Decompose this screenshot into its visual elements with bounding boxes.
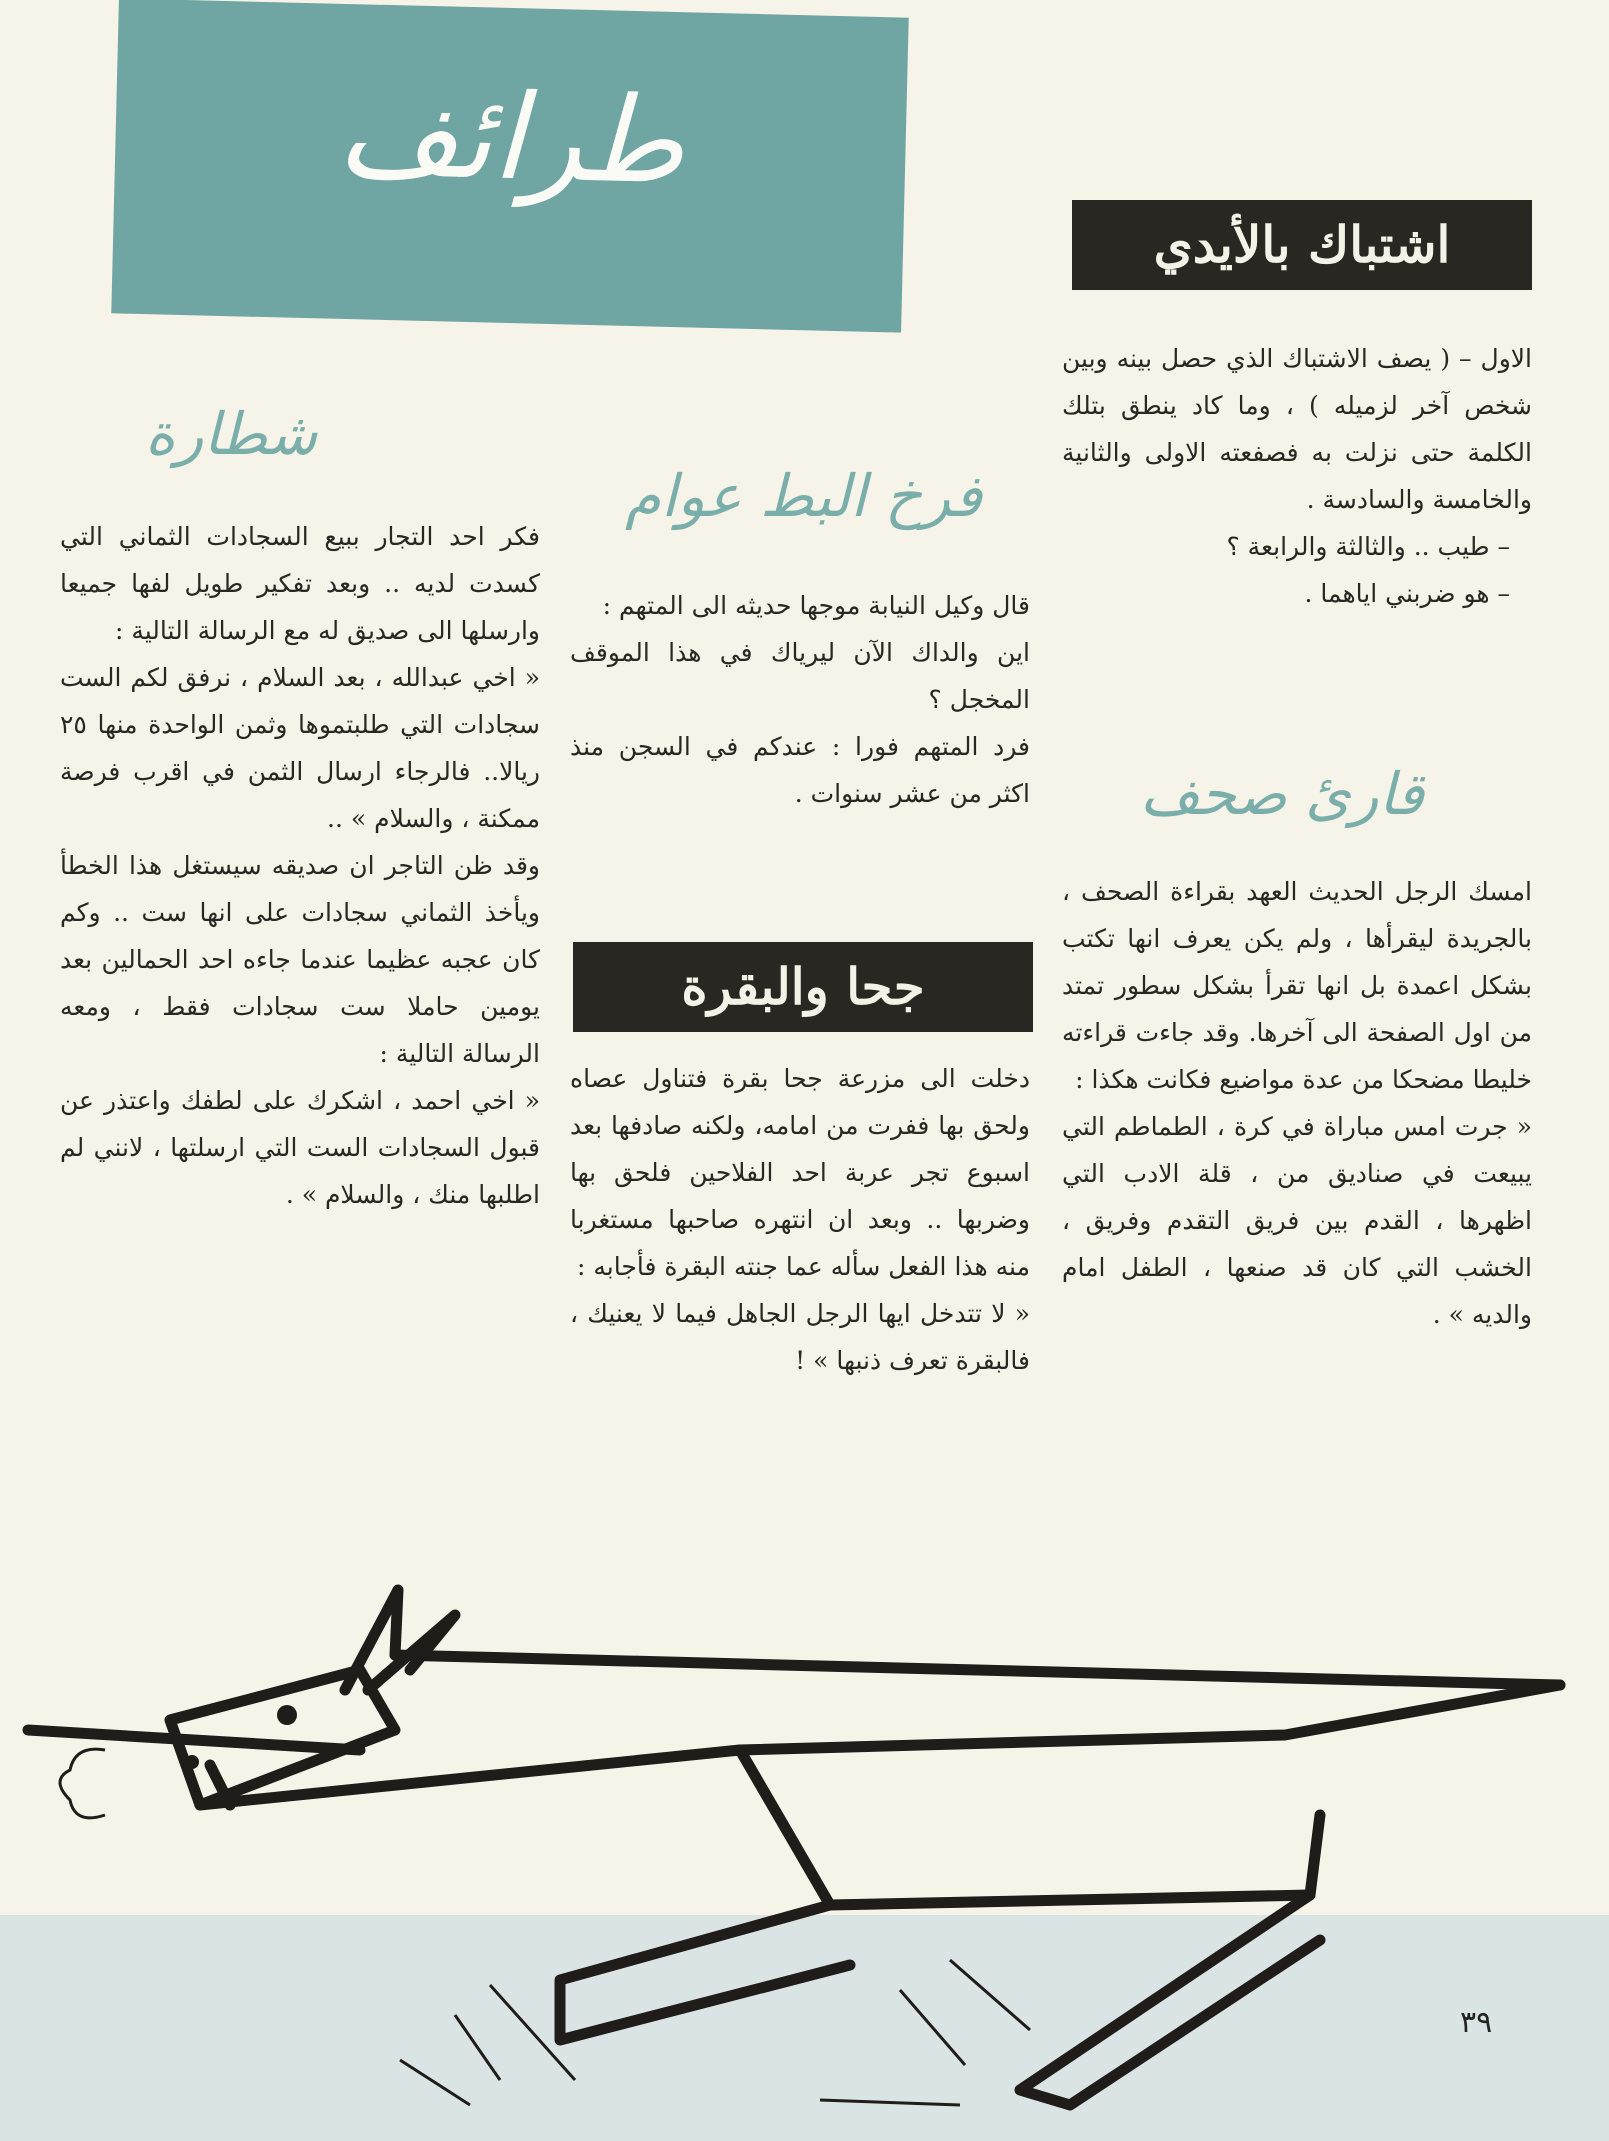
eye <box>277 1705 297 1725</box>
ishtibak-line: – طيب .. والثالثة والرابعة ؟ <box>1226 532 1510 561</box>
upper-line <box>740 1685 1560 1750</box>
section-title-ishtibak: اشتباك بالأيدي <box>1072 200 1532 290</box>
snout-curl <box>60 1749 105 1818</box>
section-title-juha: جحا والبقرة <box>573 942 1033 1032</box>
right-column <box>1062 200 1532 617</box>
shatara-section <box>60 513 540 1218</box>
farkh-section <box>570 582 1030 817</box>
section-title-farkh: فرخ البط عوام <box>625 462 982 530</box>
qari-section <box>1062 868 1532 1338</box>
section-title-qari: قارئ صحف <box>1140 760 1424 828</box>
shatara-paragraph: وقد ظن التاجر ان صديقه سيستغل هذا الخطأ ويأخذ الثماني سجادات على انها ست .. وكم كان عجبه عظيما عندما جاءه احد الحمالين بعد يومين حاملا ست سجادات فقط ، ومعه الرسالة التالية : <box>60 851 540 1068</box>
ishtibak-line: – هو ضربني اياهما . <box>1304 579 1510 608</box>
shatara-paragraph: فكر احد التجار ببيع السجادات الثماني التي كسدت لديه .. وبعد تفكير طويل لفها جميعا وارسلها الى صديق له مع الرسالة التالية : <box>60 522 540 645</box>
nostril <box>185 1755 199 1769</box>
back-line <box>395 1655 1560 1685</box>
front-leg <box>560 1905 850 2040</box>
tail-line <box>28 1730 360 1750</box>
hind-leg <box>1020 1895 1320 2105</box>
belly-line <box>200 1750 1320 1905</box>
qari-paragraph: « جرت امس مباراة في كرة ، الطماطم التي يبيعت في صناديق من ، قلة الادب التي اظهرها ، القدم بين فريق التقدم وفريق ، الخشب التي كان قد صنعها ، الطفل امام والديه » . <box>1062 1112 1532 1329</box>
masthead-panel <box>111 0 908 333</box>
section-title-shatara: شطارة <box>145 400 318 468</box>
qari-paragraph: امسك الرجل الحديث العهد بقراءة الصحف ، بالجريدة ليقرأها ، ولم يكن يعرف انها تكتب بشكل اعمدة بل انها تقرأ بشكل سطور تمتد من اول الصفحة الى آخرها. وقد جاءت قراءته خليطا مضحكا من عدة مواضيع فكانت هكذا : <box>1062 877 1532 1094</box>
juha-paragraph: « لا تتدخل ايها الرجل الجاهل فيما لا يعنيك ، فالبقرة تعرف ذنبها » ! <box>570 1299 1030 1375</box>
shatara-paragraph: « اخي احمد ، اشكرك على لطفك واعتذر عن قبول السجادات الست التي ارسلتها ، لانني لم اطلبها منك ، والسلام » . <box>60 1086 540 1209</box>
ishtibak-paragraph: الاول – ( يصف الاشتباك الذي حصل بينه وبين شخص آخر لزميله ) ، وما كاد ينطق بتلك الكلمة حتى نزلت به فصفعته الاولى والثانية والخامسة والسادسة . <box>1062 344 1532 514</box>
motion-lines <box>400 1960 1030 2105</box>
farkh-paragraph: قال وكيل النيابة موجها حديثه الى المتهم : <box>602 591 1030 620</box>
farkh-paragraph: اين والداك الآن ليرياك في هذا الموقف المخجل ؟ <box>570 638 1030 714</box>
juha-paragraph: دخلت الى مزرعة جحا بقرة فتناول عصاه ولحق بها ففرت من امامه، ولكنه صادفها بعد اسبوع تجر عربة احد الفلاحين فلحق بها وضربها .. وبعد ان انتهره صاحبها مستغربا منه هذا الفعل سأله عما جنته البقرة فأجابه : <box>570 1064 1030 1281</box>
farkh-paragraph: فرد المتهم فورا : عندكم في السجن منذ اكثر من عشر سنوات . <box>570 732 1030 808</box>
page-number: ٣٩ <box>1460 2005 1493 2040</box>
donkey-illustration <box>0 1560 1609 2141</box>
juha-section <box>570 1055 1030 1384</box>
masthead-title: طرائف <box>335 63 686 211</box>
shatara-paragraph: « اخي عبدالله ، بعد السلام ، نرفق لكم الست سجادات التي طلبتموها وثمن الواحدة منها ٢٥ ريالا.. فالرجاء ارسال الثمن في اقرب فرصة ممكنة ، والسلام » .. <box>60 663 540 833</box>
